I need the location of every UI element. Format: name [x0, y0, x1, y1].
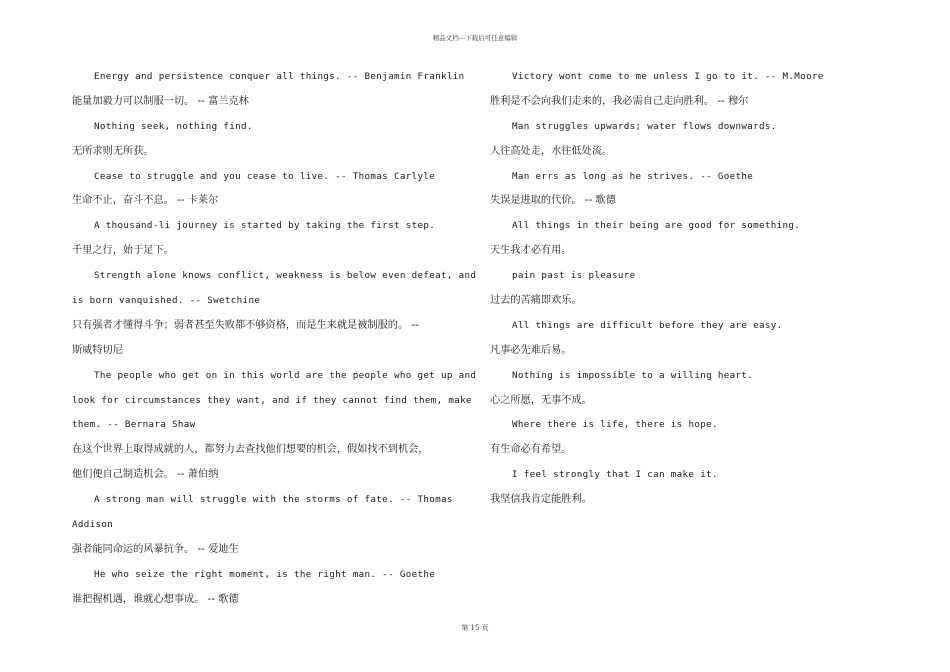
- english-quote-line: I feel strongly that I can make it.: [512, 469, 718, 481]
- chinese-translation-line: 斯威特切尼: [72, 344, 123, 356]
- english-quote-line: pain past is pleasure: [512, 270, 636, 282]
- chinese-translation-line: 能量加毅力可以制服一切。 -- 富兰克林: [72, 95, 249, 107]
- chinese-translation-line: 只有强者才懂得斗争；弱者甚至失败都不够资格，而是生来就是被制服的。 --: [72, 319, 419, 331]
- chinese-translation-line: 我坚信我肯定能胜利。: [490, 494, 592, 506]
- chinese-translation-line: 在这个世界上取得成就的人，都努力去查找他们想要的机会，假如找不到机会，: [72, 444, 429, 456]
- english-quote-line: All things in their being are good for something.: [512, 220, 801, 232]
- chinese-translation-line: 胜利是不会向我们走来的，我必需自己走向胜利。 -- 穆尔: [490, 95, 749, 107]
- english-quote-line: Cease to struggle and you cease to live. -- Thomas Carlyle: [94, 170, 436, 182]
- english-quote-line: All things are difficult before they are easy.: [512, 319, 783, 331]
- english-quote-line: The people who get on in this world are the people who get up and: [94, 369, 477, 381]
- right-column: [490, 65, 824, 513]
- english-quote-line: look for circumstances they want, and if they cannot find them, make: [72, 394, 472, 406]
- english-quote-line: is born vanquished. -- Swetchine: [72, 295, 261, 307]
- english-quote-line: Where there is life, there is hope.: [512, 419, 718, 431]
- english-quote-line: Man struggles upwards; water flows downwards.: [512, 120, 777, 132]
- chinese-translation-line: 他们便自己制造机会。 -- 萧伯纳: [72, 469, 219, 481]
- chinese-translation-line: 生命不止，奋斗不息。 -- 卡莱尔: [72, 195, 219, 207]
- chinese-translation-line: 过去的苦痛即欢乐。: [490, 295, 582, 307]
- page-header: 精品文档---下载后可任意编辑: [432, 34, 518, 42]
- chinese-translation-line: 人往高处走，水往低处流。: [490, 145, 613, 157]
- english-quote-line: A thousand-li journey is started by taking the first step.: [94, 220, 436, 232]
- left-column: [72, 65, 477, 613]
- english-quote-line: Nothing is impossible to a willing heart.: [512, 369, 754, 381]
- english-quote-line: Strength alone knows conflict, weakness is below even defeat, and: [94, 270, 477, 282]
- chinese-translation-line: 谁把握机遇，谁就心想事成。 -- 歌德: [72, 593, 239, 605]
- page-number: 第 15 页: [461, 624, 489, 632]
- chinese-translation-line: 强者能同命运的风暴抗争。 -- 爱迪生: [72, 543, 239, 555]
- chinese-translation-line: 天生我才必有用。: [490, 245, 572, 257]
- english-quote-line: He who seize the right moment, is the right man. -- Goethe: [94, 568, 436, 580]
- chinese-translation-line: 无所求则无所获。: [72, 145, 154, 157]
- chinese-translation-line: 有生命必有希望。: [490, 444, 572, 456]
- chinese-translation-line: 失误是进取的代价。 -- 歌德: [490, 195, 616, 207]
- english-quote-line: Energy and persistence conquer all things. -- Benjamin Franklin: [94, 71, 465, 82]
- english-quote-line: them. -- Bernara Shaw: [72, 419, 196, 431]
- english-quote-line: Man errs as long as he strives. -- Goethe: [512, 170, 754, 182]
- english-quote-line: Nothing seek, nothing find.: [94, 120, 253, 132]
- english-quote-line: A strong man will struggle with the storms of fate. -- Thomas: [94, 494, 453, 506]
- chinese-translation-line: 心之所愿，无事不成。: [490, 394, 592, 406]
- english-quote-line: Victory wont come to me unless I go to it. -- M.Moore: [512, 71, 824, 82]
- chinese-translation-line: 千里之行，始于足下。: [72, 245, 174, 257]
- chinese-translation-line: 凡事必先难后易。: [490, 344, 572, 356]
- english-quote-line: Addison: [72, 519, 114, 531]
